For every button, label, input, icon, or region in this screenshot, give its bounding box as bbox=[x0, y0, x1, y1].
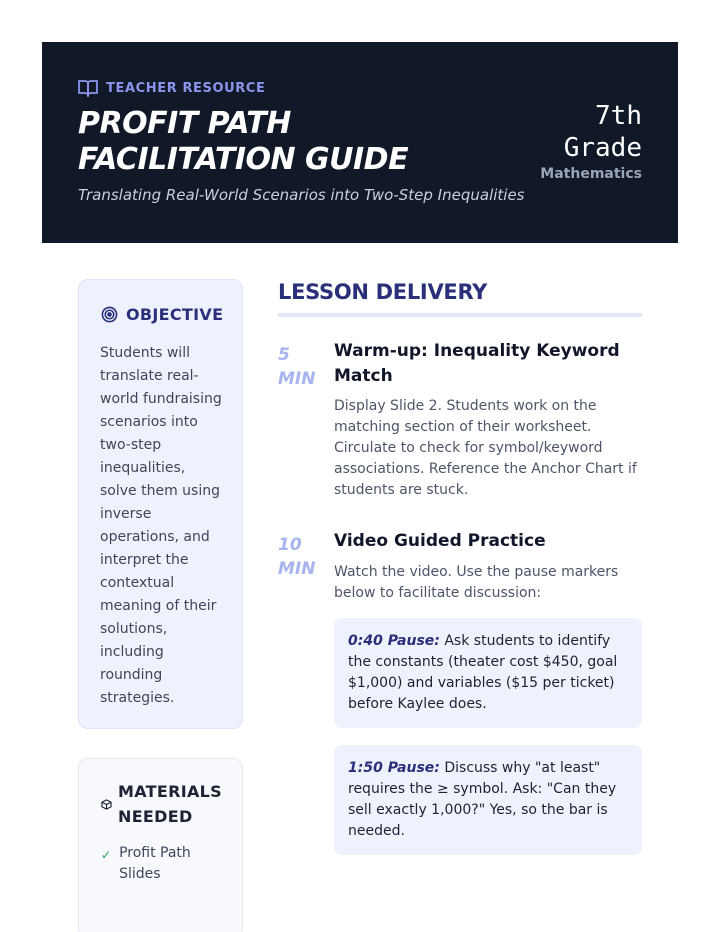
objective-header bbox=[101, 305, 223, 324]
pause-time: 0:40 Pause: bbox=[348, 633, 440, 649]
pause-note bbox=[334, 618, 642, 728]
box-icon bbox=[101, 799, 112, 810]
objective-text: Students will translate real-world fundraising scenarios into two-step inequalities, solve them using inverse operations, and interpret the contextual meaning of their solutions, including rounding strategies. bbox=[100, 345, 222, 706]
section-title: LESSON DELIVERY bbox=[278, 280, 488, 304]
materials-header bbox=[101, 779, 228, 829]
pause-text: Discuss why "at least" requires the ≥ symbol. Ask: "Can they sell exactly 1,000?" Yes, so the bar is needed. bbox=[348, 760, 617, 839]
item-description: Display Slide 2. Students work on the matching section of their worksheet. Circulate to check for symbol/keyword associations. Reference the Anchor Chart if students are stuck. bbox=[334, 398, 637, 498]
item-duration: 5 MIN bbox=[278, 345, 316, 389]
book-icon bbox=[78, 79, 98, 97]
header-banner bbox=[42, 42, 678, 243]
pause-time: 1:50 Pause: bbox=[348, 760, 440, 776]
page-subtitle: Translating Real-World Scenarios into Two-Step Inequalities bbox=[78, 186, 525, 204]
check-icon: ✓ bbox=[101, 848, 112, 862]
materials-item bbox=[101, 843, 219, 885]
item-title: Video Guided Practice bbox=[334, 531, 546, 551]
section-divider bbox=[278, 313, 642, 317]
eyebrow-text: TEACHER RESOURCE bbox=[106, 80, 266, 96]
pause-note bbox=[334, 745, 642, 855]
item-title: Warm-up: Inequality Keyword Match bbox=[334, 341, 620, 386]
materials-item-label: Profit Path Slides bbox=[119, 845, 191, 882]
page-title: PROFIT PATH FACILITATION GUIDE bbox=[78, 106, 409, 177]
grade-label: 7th Grade bbox=[563, 101, 642, 163]
materials-title: MATERIALS NEEDED bbox=[118, 782, 222, 826]
item-duration: 10 MIN bbox=[278, 535, 316, 579]
target-icon bbox=[101, 306, 118, 323]
pause-text: Ask students to identify the constants (theater cost $450, goal $1,000) and variables ($15 per ticket) before Kaylee does. bbox=[348, 633, 618, 712]
subject-label: Mathematics bbox=[540, 166, 642, 182]
item-description: Watch the video. Use the pause markers below to facilitate discussion: bbox=[334, 564, 619, 601]
objective-card bbox=[78, 279, 243, 729]
eyebrow bbox=[78, 79, 266, 97]
objective-title: OBJECTIVE bbox=[126, 305, 224, 324]
materials-card bbox=[78, 758, 243, 932]
